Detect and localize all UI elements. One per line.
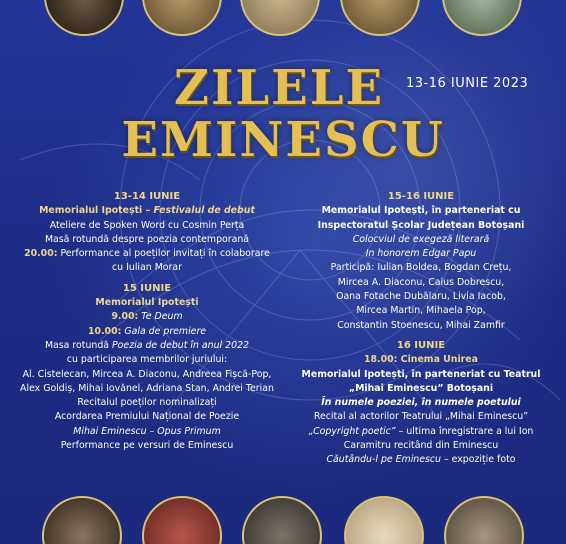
program-line: Constantin Stoenescu, Mihai Zamfir bbox=[337, 319, 505, 331]
program-line: Ateliere de Spoken Word cu Cosmin Perța bbox=[49, 219, 245, 231]
program-line: În numele poeziei, în numele poetului bbox=[321, 397, 521, 409]
venue-line: Inspectoratul Școlar Județean Botoșani bbox=[317, 219, 525, 231]
program-line: Oana Fotache Dubălaru, Livia Iacob, bbox=[336, 291, 506, 303]
day-heading: 16 IUNIE bbox=[396, 339, 446, 351]
program-line: Căutându-l pe Eminescu – expoziție foto bbox=[326, 454, 516, 466]
venue-line: 18.00: Cinema Unirea bbox=[364, 354, 478, 366]
program-line: Caramitru recitând din Eminescu bbox=[343, 440, 499, 452]
program-line: Mircea A. Diaconu, Caius Dobrescu, bbox=[337, 276, 505, 288]
day-heading: 15 IUNIE bbox=[122, 282, 172, 294]
program-line: In honorem Edgar Papu bbox=[365, 248, 477, 260]
program-line: „Copyright poetic” – ultima înregistrare a lui Ion bbox=[308, 425, 534, 437]
program-line: Recital al actorilor Teatrului „Mihai Eminescu” bbox=[313, 411, 529, 423]
program-line: 20.00: Performance al poeților invitați în colaborare bbox=[24, 248, 270, 260]
program-left-column bbox=[18, 190, 276, 453]
venue-line: Memorialul Ipotești – Festivalul de debut bbox=[39, 205, 255, 217]
day-heading: 13-14 IUNIE bbox=[113, 191, 181, 202]
program-line: Participă: Iulian Boldea, Bogdan Crețu, bbox=[330, 262, 512, 274]
program-line: Mircea Martin, Mihaela Pop, bbox=[356, 305, 486, 317]
program-line: Colocviul de exegeză literară bbox=[352, 233, 490, 245]
title-line-2: EMINESCU bbox=[121, 112, 445, 168]
program-line: Performance pe versuri de Eminescu bbox=[60, 440, 234, 452]
program-line: Acordarea Premiului Național de Poezie bbox=[54, 411, 240, 423]
program-line: Alex Goldiș, Mihai Iovănel, Adriana Stan, Andrei Terian bbox=[20, 382, 274, 394]
program-line: 9.00: Te Deum bbox=[111, 311, 183, 323]
program-line: cu participarea membrilor juriului: bbox=[66, 354, 228, 366]
program-line: Al. Cistelecan, Mircea A. Diaconu, Andreea Fișcă-Pop, bbox=[22, 368, 272, 380]
venue-line: Memorialul Ipotești bbox=[95, 297, 199, 309]
program-line: Mihai Eminescu – Opus Primum bbox=[73, 425, 221, 437]
program-right-column bbox=[292, 190, 550, 468]
program-line: 10.00: Gala de premiere bbox=[87, 325, 207, 337]
day-heading: 15-16 IUNIE bbox=[387, 191, 455, 202]
venue-line: Memorialul Ipotești, în parteneriat cu Teatrul bbox=[301, 368, 541, 380]
event-dates: 13-16 IUNIE 2023 bbox=[406, 76, 529, 91]
program-line: Masa rotundă Poezia de debut în anul 2022 bbox=[44, 339, 250, 351]
venue-line: Memorialul Ipotești, în parteneriat cu bbox=[321, 205, 521, 217]
venue-line: „Mihai Eminescu” Botoșani bbox=[348, 382, 494, 394]
program-line: Masă rotundă despre poezia contemporană bbox=[44, 233, 250, 245]
title-line-1: ZILELE bbox=[173, 60, 385, 116]
program-line: cu Iulian Morar bbox=[112, 262, 182, 274]
program-line: Recitalul poeților nominalizați bbox=[77, 397, 217, 409]
